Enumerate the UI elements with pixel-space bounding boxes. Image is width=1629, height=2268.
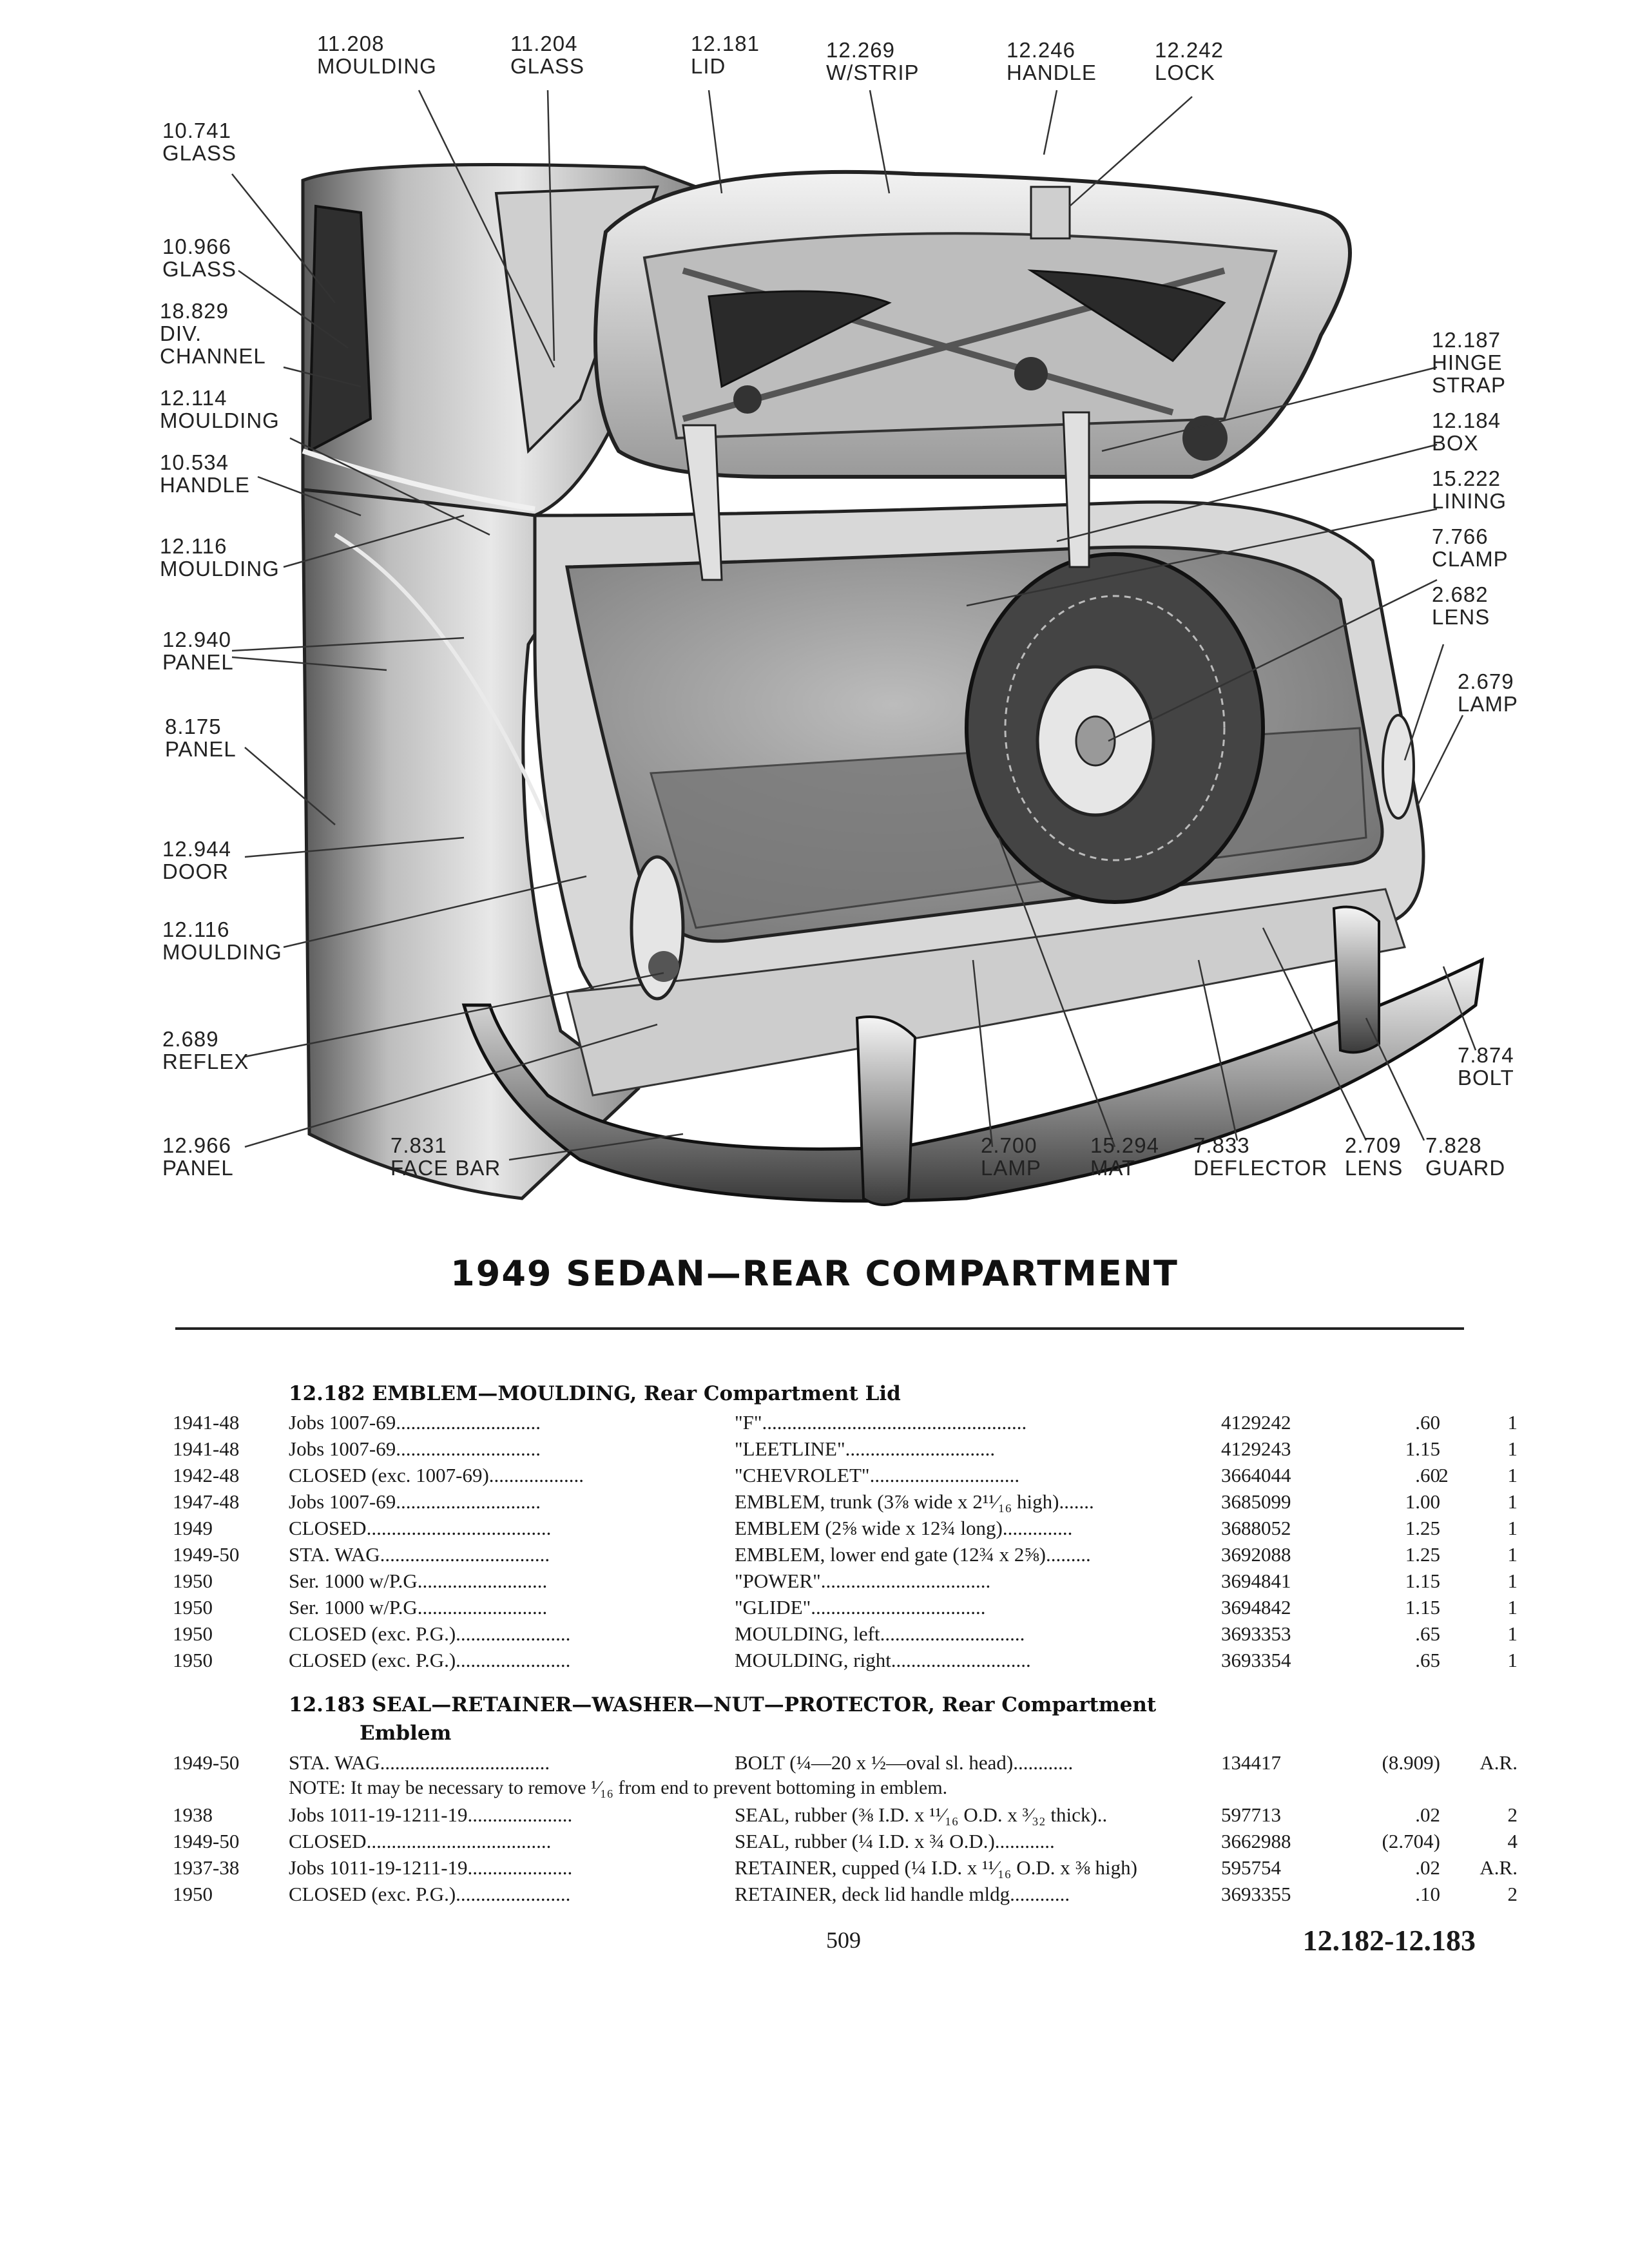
callout-10-534-handle (160, 451, 250, 496)
qty-cell: 1 (1507, 1622, 1518, 1645)
divider-rule (175, 1327, 1464, 1330)
callout-10-966-glass (162, 235, 236, 280)
year-cell: 1950 (173, 1883, 213, 1905)
callout-12-269-wstrip (826, 39, 920, 84)
model-cell: Jobs 1007-69............................. (289, 1437, 541, 1460)
section-heading-12-182: 12.182 EMBLEM—MOULDING, Rear Compartment Lid (289, 1382, 901, 1405)
model-cell: Jobs 1007-69............................. (289, 1411, 541, 1434)
callout-number: 7.828 (1425, 1133, 1482, 1157)
price-cell: .60 (1415, 1464, 1440, 1486)
description-cell: "POWER".................................. (735, 1570, 991, 1592)
year-cell: 1950 (173, 1596, 213, 1619)
model-cell: CLOSED..................................... (289, 1830, 552, 1852)
table-row (0, 1803, 1629, 1829)
qty-cell: 4 (1507, 1830, 1518, 1852)
table-row (0, 1751, 1629, 1777)
year-cell: 1941-48 (173, 1411, 240, 1434)
part-number-cell: 3688052 (1221, 1517, 1291, 1539)
callout-label: LAMP (1458, 692, 1518, 716)
price-cell: .65 (1415, 1649, 1440, 1671)
qty-used-cell: 2 (1438, 1464, 1449, 1486)
model-cell: Jobs 1007-69............................. (289, 1490, 541, 1513)
year-cell: 1942-48 (173, 1464, 240, 1486)
callout-label: HANDLE (1007, 61, 1097, 84)
callout-label: W/STRIP (826, 61, 920, 84)
model-cell: Jobs 1011-19-1211-19..................... (289, 1803, 573, 1826)
callout-label: CLAMP (1432, 547, 1509, 571)
price-cell: 1.15 (1405, 1570, 1440, 1592)
callout-label: MOULDING (317, 54, 437, 78)
callout-7-828-guard (1425, 1134, 1505, 1179)
qty-cell: 2 (1507, 1883, 1518, 1905)
part-number-cell: 3694841 (1221, 1570, 1291, 1592)
callout-2-679-lamp (1458, 670, 1518, 715)
year-cell: 1950 (173, 1622, 213, 1645)
part-number-cell: 597713 (1221, 1803, 1281, 1826)
qty-cell: 1 (1507, 1517, 1518, 1539)
model-cell: Jobs 1011-19-1211-19..................... (289, 1856, 573, 1879)
model-cell: STA. WAG.................................. (289, 1751, 550, 1774)
callout-7-766-clamp (1432, 525, 1509, 570)
callout-label: LINING (1432, 489, 1507, 513)
year-cell: 1949-50 (173, 1543, 240, 1566)
callout-label: FACE BAR (390, 1156, 501, 1180)
callout-11-204-glass (510, 32, 584, 77)
callout-2-682-lens (1432, 583, 1490, 628)
part-number-cell: 3662988 (1221, 1830, 1291, 1852)
description-cell: SEAL, rubber (¼ I.D. x ¾ O.D.)............ (735, 1830, 1055, 1852)
model-cell: CLOSED (exc. P.G.)....................... (289, 1622, 571, 1645)
section-heading-12-183: 12.183 SEAL—RETAINER—WASHER—NUT—PROTECTOR, Rear Compartment (289, 1693, 1157, 1716)
callout-11-208-moulding (317, 32, 437, 77)
page-number: 509 (826, 1927, 861, 1953)
callout-label: DEFLECTOR (1193, 1156, 1328, 1180)
price-cell: .02 (1415, 1856, 1440, 1879)
callout-7-874-bolt (1458, 1044, 1514, 1089)
year-cell: 1947-48 (173, 1490, 240, 1513)
table-row (0, 1437, 1629, 1463)
callout-number: 7.831 (390, 1133, 447, 1157)
part-number-cell: 134417 (1221, 1751, 1281, 1774)
callout-number: 10.741 (162, 119, 231, 142)
callout-label: BOX (1432, 431, 1479, 455)
callout-12-114-moulding (160, 387, 280, 432)
callout-number: 7.766 (1432, 524, 1489, 548)
callout-label: MOULDING (162, 940, 282, 964)
qty-cell: 1 (1507, 1596, 1518, 1619)
callout-number: 15.222 (1432, 466, 1501, 490)
description-cell: "F"..................................................... (735, 1411, 1027, 1434)
price-cell: 1.00 (1405, 1490, 1440, 1513)
callout-label: BOLT (1458, 1066, 1514, 1090)
callout-label: DOOR (162, 860, 229, 883)
callout-2-709-lens (1345, 1134, 1403, 1179)
callout-label: DIV. CHANNEL (160, 322, 266, 368)
description-cell: RETAINER, deck lid handle mldg............ (735, 1883, 1070, 1905)
callout-8-175-panel (165, 715, 236, 760)
callout-15-222-lining (1432, 467, 1507, 512)
callout-number: 2.709 (1345, 1133, 1402, 1157)
callout-number: 2.682 (1432, 582, 1489, 606)
model-cell: STA. WAG.................................. (289, 1543, 550, 1566)
callout-number: 12.116 (162, 918, 230, 941)
callout-number: 12.242 (1155, 38, 1224, 62)
part-number-cell: 3693354 (1221, 1649, 1291, 1671)
callout-label: LAMP (981, 1156, 1041, 1180)
callout-label: PANEL (162, 1156, 234, 1180)
callout-10-741-glass (162, 119, 236, 164)
year-cell: 1950 (173, 1649, 213, 1671)
part-number-cell: 3694842 (1221, 1596, 1291, 1619)
description-cell: EMBLEM, lower end gate (12¾ x 2⅝)......... (735, 1543, 1091, 1566)
table-row (0, 1649, 1629, 1675)
callout-number: 12.181 (691, 32, 760, 55)
description-cell: "LEETLINE".............................. (735, 1437, 996, 1460)
price-cell: 1.25 (1405, 1543, 1440, 1566)
callout-12-181-lid (691, 32, 760, 77)
callout-number: 12.246 (1007, 38, 1075, 62)
callout-number: 2.679 (1458, 669, 1514, 693)
callout-12-116-moulding-lower (162, 918, 282, 963)
callout-number: 7.833 (1193, 1133, 1250, 1157)
qty-cell: 1 (1507, 1490, 1518, 1513)
table-row (0, 1543, 1629, 1569)
table-row (0, 1596, 1629, 1622)
price-cell: .65 (1415, 1622, 1440, 1645)
callout-label: PANEL (165, 737, 236, 761)
callout-label: LENS (1345, 1156, 1403, 1180)
callout-label: GLASS (162, 257, 237, 281)
price-cell: (8.909) (1382, 1751, 1440, 1774)
part-number-cell: 4129242 (1221, 1411, 1291, 1434)
callout-number: 12.269 (826, 38, 895, 62)
callout-12-246-handle (1007, 39, 1097, 84)
table-row (0, 1490, 1629, 1516)
part-number-cell: 3692088 (1221, 1543, 1291, 1566)
qty-cell: A.R. (1480, 1856, 1518, 1879)
part-number-cell: 595754 (1221, 1856, 1281, 1879)
callout-number: 12.187 (1432, 328, 1501, 352)
description-cell: MOULDING, left............................. (735, 1622, 1025, 1645)
price-cell: 1.15 (1405, 1596, 1440, 1619)
callout-label: GLASS (510, 54, 585, 78)
callout-2-689-reflex (162, 1028, 249, 1073)
description-cell: RETAINER, cupped (¼ I.D. x ¹¹⁄₁₆ O.D. x ⅜ high) (735, 1856, 1137, 1879)
callout-label: REFLEX (162, 1050, 249, 1073)
price-cell: .10 (1415, 1883, 1440, 1905)
spare-tire (967, 554, 1263, 902)
callout-label: GUARD (1425, 1156, 1506, 1180)
description-cell: MOULDING, right............................ (735, 1649, 1031, 1671)
year-cell: 1938 (173, 1803, 213, 1826)
price-cell: (2.704) (1382, 1830, 1440, 1852)
section-range: 12.182-12.183 (1302, 1924, 1476, 1957)
callout-label: MOULDING (160, 408, 280, 432)
callout-label: HINGE STRAP (1432, 351, 1507, 397)
callout-number: 12.114 (160, 386, 227, 410)
description-cell: EMBLEM, trunk (3⅞ wide x 2¹¹⁄₁₆ high)....... (735, 1490, 1094, 1513)
callout-number: 2.700 (981, 1133, 1037, 1157)
qty-cell: 1 (1507, 1570, 1518, 1592)
price-cell: .02 (1415, 1803, 1440, 1826)
callout-label: LOCK (1155, 61, 1215, 84)
price-cell: 1.15 (1405, 1437, 1440, 1460)
year-cell: 1941-48 (173, 1437, 240, 1460)
year-cell: 1949 (173, 1517, 213, 1539)
callout-number: 11.208 (317, 32, 385, 55)
year-cell: 1949-50 (173, 1830, 240, 1852)
price-cell: 1.25 (1405, 1517, 1440, 1539)
qty-cell: 1 (1507, 1464, 1518, 1486)
note-text: NOTE: It may be necessary to remove ¹⁄₁₆ from end to prevent bottoming in emblem. (289, 1777, 948, 1798)
table-row (0, 1883, 1629, 1908)
callout-7-833-deflector (1193, 1134, 1327, 1179)
callout-number: 12.944 (162, 837, 231, 861)
section-heading-12-183-continued: Emblem (360, 1722, 452, 1745)
model-cell: CLOSED (exc. 1007-69)................... (289, 1464, 584, 1486)
callout-2-700-lamp (981, 1134, 1041, 1179)
part-number-cell: 4129243 (1221, 1437, 1291, 1460)
table-row (0, 1570, 1629, 1595)
callout-12-944-door (162, 838, 231, 883)
qty-cell: 1 (1507, 1649, 1518, 1671)
callout-7-831-face-bar (390, 1134, 501, 1179)
callout-12-940-panel (162, 628, 234, 673)
callout-number: 15.294 (1090, 1133, 1159, 1157)
table-row (0, 1622, 1629, 1648)
model-cell: Ser. 1000 w/P.G.......................... (289, 1596, 548, 1619)
callout-number: 10.534 (160, 450, 229, 474)
callout-label: HANDLE (160, 473, 250, 497)
callout-number: 18.829 (160, 299, 229, 323)
callout-label: MAT (1090, 1156, 1136, 1180)
description-cell: SEAL, rubber (⅜ I.D. x ¹¹⁄₁₆ O.D. x ³⁄₃₂ thick).. (735, 1803, 1108, 1826)
callout-number: 12.940 (162, 628, 231, 651)
price-cell: .60 (1415, 1411, 1440, 1434)
callout-12-187-hinge-strap (1432, 329, 1548, 396)
model-cell: Ser. 1000 w/P.G.......................... (289, 1570, 548, 1592)
model-cell: CLOSED..................................... (289, 1517, 552, 1539)
callout-number: 10.966 (162, 235, 231, 258)
callout-12-116-moulding (160, 535, 280, 580)
callout-label: GLASS (162, 141, 237, 165)
qty-cell: A.R. (1480, 1751, 1518, 1774)
description-cell: EMBLEM (2⅝ wide x 12¾ long).............. (735, 1517, 1073, 1539)
part-number-cell: 3693353 (1221, 1622, 1291, 1645)
model-cell: CLOSED (exc. P.G.)....................... (289, 1649, 571, 1671)
callout-number: 2.689 (162, 1027, 219, 1051)
callout-12-184-box (1432, 409, 1501, 454)
description-cell: "GLIDE"................................... (735, 1596, 986, 1619)
callout-number: 12.184 (1432, 408, 1501, 432)
part-number-cell: 3664044 (1221, 1464, 1291, 1486)
model-cell: CLOSED (exc. P.G.)....................... (289, 1883, 571, 1905)
callout-label: LENS (1432, 605, 1490, 629)
table-row (0, 1856, 1629, 1882)
callout-12-966-panel (162, 1134, 234, 1179)
year-cell: 1950 (173, 1570, 213, 1592)
figure-title: 1949 SEDAN—REAR COMPARTMENT (450, 1253, 1179, 1294)
table-row (0, 1830, 1629, 1856)
callout-18-829-div-channel (160, 300, 302, 367)
part-number-cell: 3685099 (1221, 1490, 1291, 1513)
qty-cell: 1 (1507, 1437, 1518, 1460)
callout-number: 11.204 (510, 32, 578, 55)
callout-number: 12.116 (160, 534, 227, 558)
callout-number: 8.175 (165, 715, 222, 738)
year-cell: 1949-50 (173, 1751, 240, 1774)
table-row (0, 1517, 1629, 1542)
table-row (0, 1464, 1629, 1490)
callout-label: MOULDING (160, 557, 280, 581)
part-number-cell: 3693355 (1221, 1883, 1291, 1905)
callout-number: 7.874 (1458, 1043, 1514, 1067)
description-cell: BOLT (¼—20 x ½—oval sl. head)............ (735, 1751, 1074, 1774)
year-cell: 1937-38 (173, 1856, 240, 1879)
callout-number: 12.966 (162, 1133, 231, 1157)
callout-15-294-mat (1090, 1134, 1159, 1179)
callout-label: LID (691, 54, 726, 78)
qty-cell: 2 (1507, 1803, 1518, 1826)
callout-12-242-lock (1155, 39, 1224, 84)
callout-label: PANEL (162, 650, 234, 674)
description-cell: "CHEVROLET".............................. (735, 1464, 1020, 1486)
table-row (0, 1411, 1629, 1437)
qty-cell: 1 (1507, 1411, 1518, 1434)
qty-cell: 1 (1507, 1543, 1518, 1566)
